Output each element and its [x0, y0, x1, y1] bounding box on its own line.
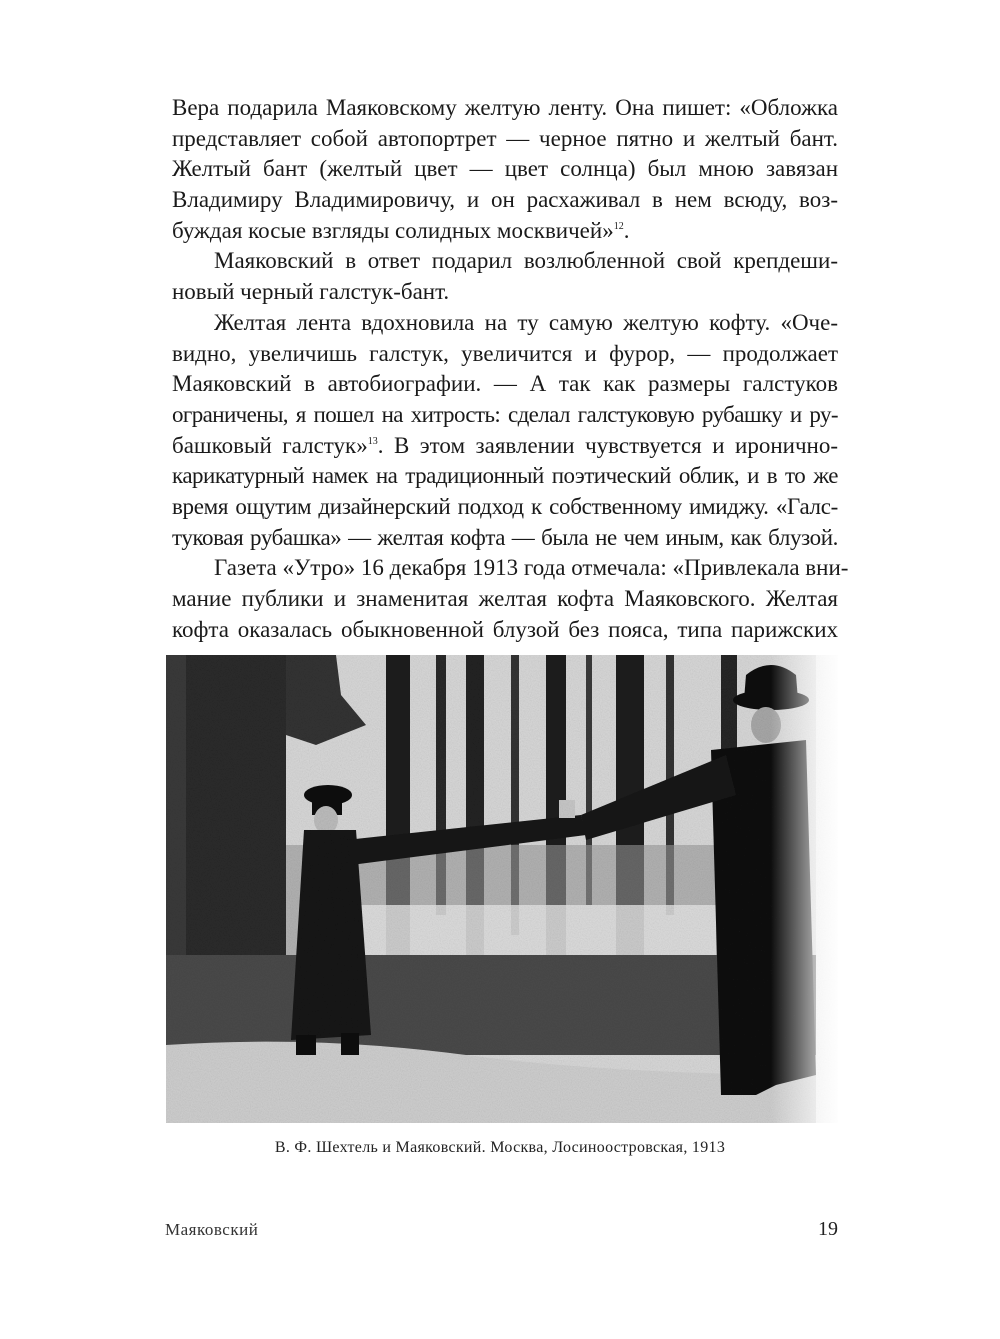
footnote-ref-12: 12	[613, 220, 624, 232]
page-number: 19	[818, 1218, 838, 1240]
text-line: Владимиру Владимировичу, и он расхаживал в нем всюду, воз-	[172, 187, 838, 213]
text-line: новый черный галстук-бант.	[172, 279, 450, 305]
text-line: Желтая лента вдохновила на ту самую желтую кофту. «Оче-	[214, 309, 838, 335]
text-line: карикатурный намек на традиционный поэтический облик, и в то же	[172, 463, 838, 489]
text-line: кофта оказалась обыкновенной блузой без пояса, типа парижских	[172, 616, 838, 642]
running-title: Маяковский	[165, 1220, 259, 1239]
photo-caption: В. Ф. Шехтель и Маяковский. Москва, Лосиноостровская, 1913	[274, 1139, 726, 1156]
photo-illustration	[166, 655, 838, 1123]
body-text	[172, 93, 849, 645]
text-line: время ощутим дизайнерский подход к собственному имиджу. «Галс-	[172, 493, 838, 519]
text-line: буждая косые взгляды солидных москвичей»$^{12}$.	[172, 217, 630, 243]
footnote-ref-13: 13	[367, 435, 378, 447]
text-line: ограничены, я пошел на хитрость: сделал галстуковую рубашку и ру-	[172, 401, 838, 427]
text-line: Маяковский в ответ подарил возлюбленной свой крепдеши-	[214, 248, 838, 274]
text-line: Вера подарила Маяковскому желтую ленту. Она пишет: «Обложка	[172, 95, 838, 120]
text-line: Газета «Утро» 16 декабря 1913 года отмечала: «Привлекала вни-	[214, 555, 849, 581]
text-line: туковая рубашка» — желтая кофта — была не чем иным, как блузой.	[172, 524, 838, 550]
text-line: представляет собой автопортрет — черное пятно и желтый бант.	[172, 125, 838, 151]
text-line: видно, увеличишь галстук, увеличится и фурор, — продолжает	[172, 340, 838, 366]
text-line: Желтый бант (желтый цвет — цвет солнца) был мною завязан	[172, 156, 838, 182]
text-line: Маяковский в автобиографии. — А так как размеры галстуков	[172, 371, 838, 397]
text-line: башковый галстук»$^{13}$. В этом заявлении чувствуется и иронично-	[172, 432, 838, 458]
text-line: мание публики и знаменитая желтая кофта Маяковского. Желтая	[172, 586, 838, 611]
photograph	[166, 655, 838, 1123]
